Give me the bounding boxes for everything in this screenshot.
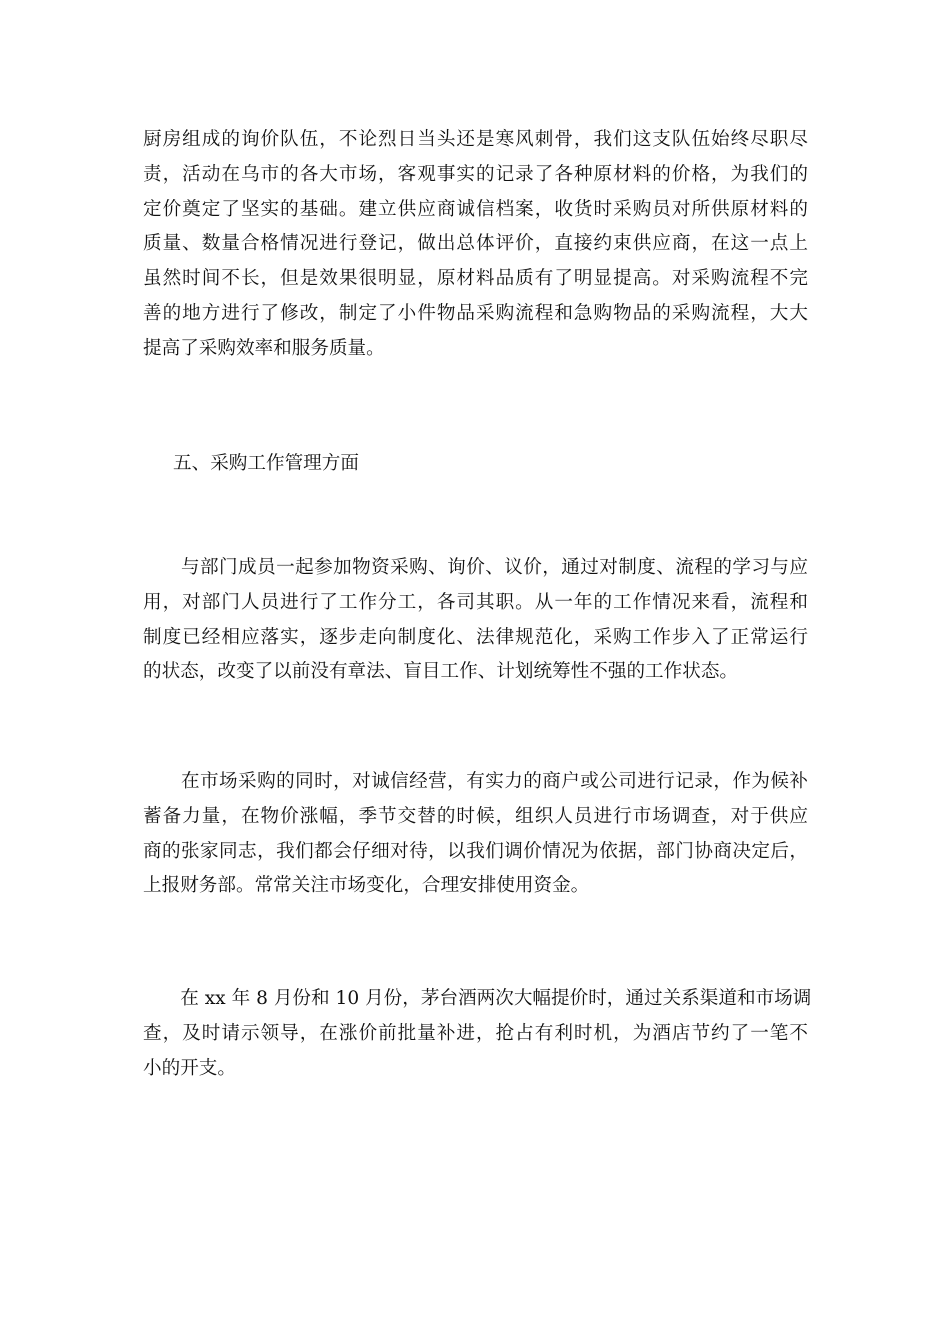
text-line: 上报财务部。常常关注市场变化，合理安排使用资金。: [143, 875, 590, 897]
paragraph-procurement-quality: [143, 123, 808, 367]
text-line: 的状态，改变了以前没有章法、盲目工作、计划统筹性不强的工作状态。: [143, 661, 739, 683]
text-line: 用，对部门人员进行了工作分工，各司其职。从一年的工作情况来看，流程和: [143, 591, 808, 613]
section-heading: 五、采购工作管理方面: [173, 453, 359, 474]
text-line: 与部门成员一起参加物资采购、询价、议价，通过对制度、流程的学习与应: [143, 557, 808, 578]
text-line: 虽然时间不长，但是效果很明显，原材料品质有了明显提高。对采购流程不完: [143, 268, 808, 290]
text-line: 制度已经相应落实，逐步走向制度化、法律规范化，采购工作步入了正常运行: [143, 626, 808, 648]
paragraph-market-purchasing: [143, 765, 808, 904]
text-line: 善的地方进行了修改，制定了小件物品采购流程和急购物品的采购流程，大大: [143, 302, 808, 324]
text-line: 小的开支。: [143, 1057, 236, 1079]
text-line: 质量、数量合格情况进行登记，做出总体评价，直接约束供应商，在这一点上: [143, 233, 808, 255]
text-line: 厨房组成的询价队伍，不论烈日当头还是寒风刺骨，我们这支队伍始终尽职尽: [143, 129, 808, 150]
text-line: 在 xx 年 8 月份和 10 月份，茅台酒两次大幅提价时，通过关系渠道和市场调: [143, 988, 812, 1009]
text-line: 蓄备力量，在物价涨幅，季节交替的时候，组织人员进行市场调查，对于供应: [143, 805, 808, 827]
text-line: 定价奠定了坚实的基础。建立供应商诚信档案，收货时采购员对所供原材料的: [143, 198, 808, 220]
paragraph-management: [143, 551, 808, 690]
text-line: 商的张家同志，我们都会仔细对待，以我们调价情况为依据，部门协商决定后，: [143, 840, 808, 862]
text-line: 提高了采购效率和服务质量。: [143, 337, 385, 359]
paragraph-moutai-price: [143, 982, 812, 1086]
text-line: 在市场采购的同时，对诚信经营，有实力的商户或公司进行记录，作为候补: [143, 771, 808, 792]
text-line: 查，及时请示领导，在涨价前批量补进，抢占有利时机，为酒店节约了一笔不: [143, 1022, 808, 1044]
text-line: 责，活动在乌市的各大市场，客观事实的记录了各种原材料的价格，为我们的: [143, 163, 808, 185]
